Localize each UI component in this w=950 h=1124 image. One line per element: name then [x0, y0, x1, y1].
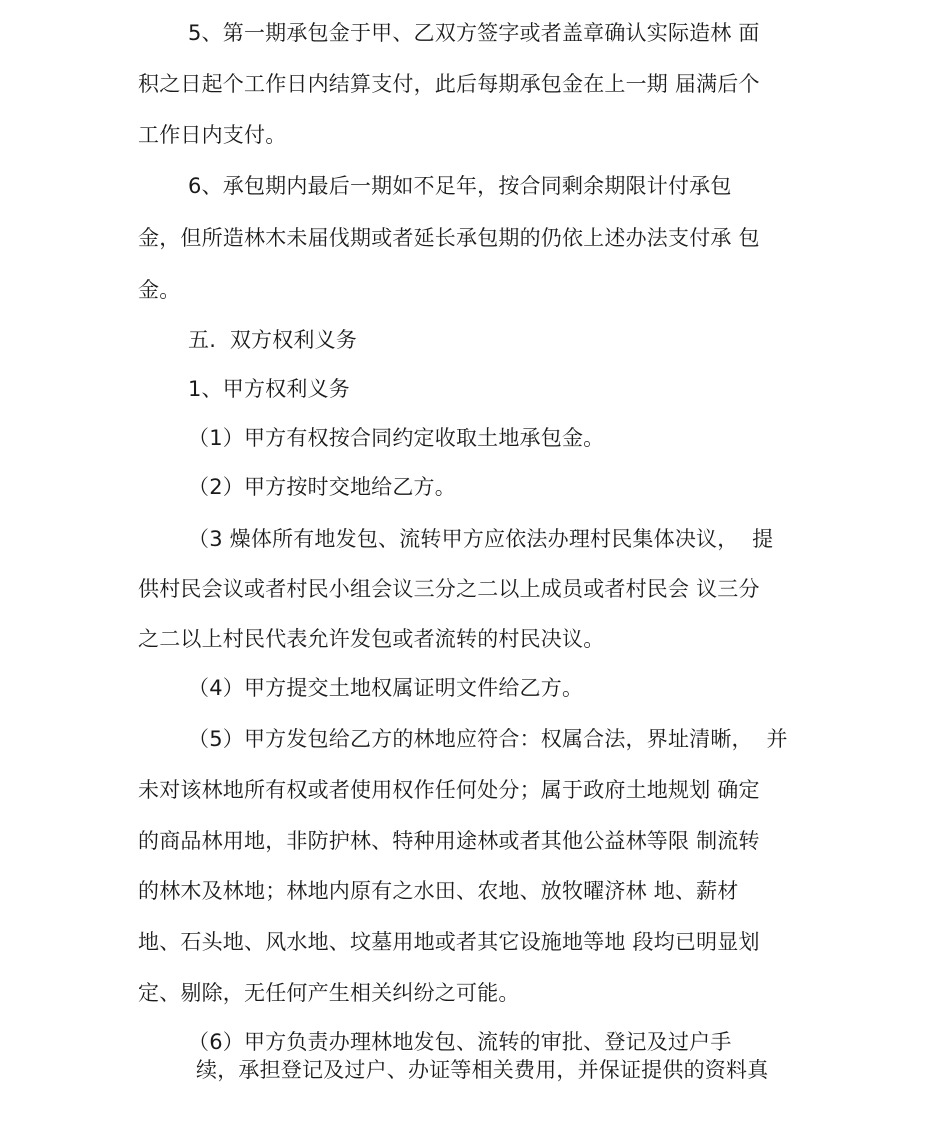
text-line: 金。: [138, 278, 181, 302]
text-line: 定、剔除，无任何产生相关纠纷之可能。: [138, 981, 520, 1005]
list-item: （5）甲方发包给乙方的林地应符合：权属合法，界址清晰， 并: [188, 727, 788, 751]
text-line: 地、石头地、风水地、坟墓用地或者其它设施地等地 段均已明显划: [138, 930, 760, 954]
list-item: （2）甲方按时交地给乙方。: [188, 475, 456, 499]
list-item: （3 燥体所有地发包、流转甲方应依法办理村民集体决议， 提: [188, 527, 774, 551]
section-heading: 五. 双方权利义务: [188, 328, 358, 352]
subsection-heading: 1、甲方权利义务: [188, 377, 350, 401]
text-line: 供村民会议或者村民小组会议三分之二以上成员或者村民会 议三分: [138, 577, 760, 601]
text-line: 6、承包期内最后一期如不足年，按合同剩余期限计付承包: [188, 174, 732, 198]
text-line: 续，承担登记及过户、办证等相关费用，并保证提供的资料真: [196, 1058, 769, 1082]
text-line: 积之日起个工作日内结算支付，此后每期承包金在上一期 届满后个: [138, 72, 760, 96]
list-item: （4）甲方提交土地权属证明文件给乙方。: [188, 676, 584, 700]
text-line: 未对该林地所有权或者使用权作任何处分；属于政府土地规划 确定: [138, 778, 760, 802]
list-item: （1）甲方有权按合同约定收取土地承包金。: [188, 426, 605, 450]
list-item: （6）甲方负责办理林地发包、流转的审批、登记及过户手: [188, 1030, 732, 1054]
text-line: 工作日内支付。: [138, 123, 287, 147]
text-line: 的商品林用地，非防护林、特种用途林或者其他公益林等限 制流转: [138, 829, 760, 853]
text-line: 5、第一期承包金于甲、乙双方签字或者盖章确认实际造林 面: [188, 21, 760, 45]
text-line: 的林木及林地；林地内原有之水田、农地、放牧曜济林 地、薪材: [138, 879, 739, 903]
text-line: 之二以上村民代表允许发包或者流转的村民决议。: [138, 627, 605, 651]
text-line: 金，但所造林木未届伐期或者延长承包期的仍依上述办法支付承 包: [138, 226, 760, 250]
